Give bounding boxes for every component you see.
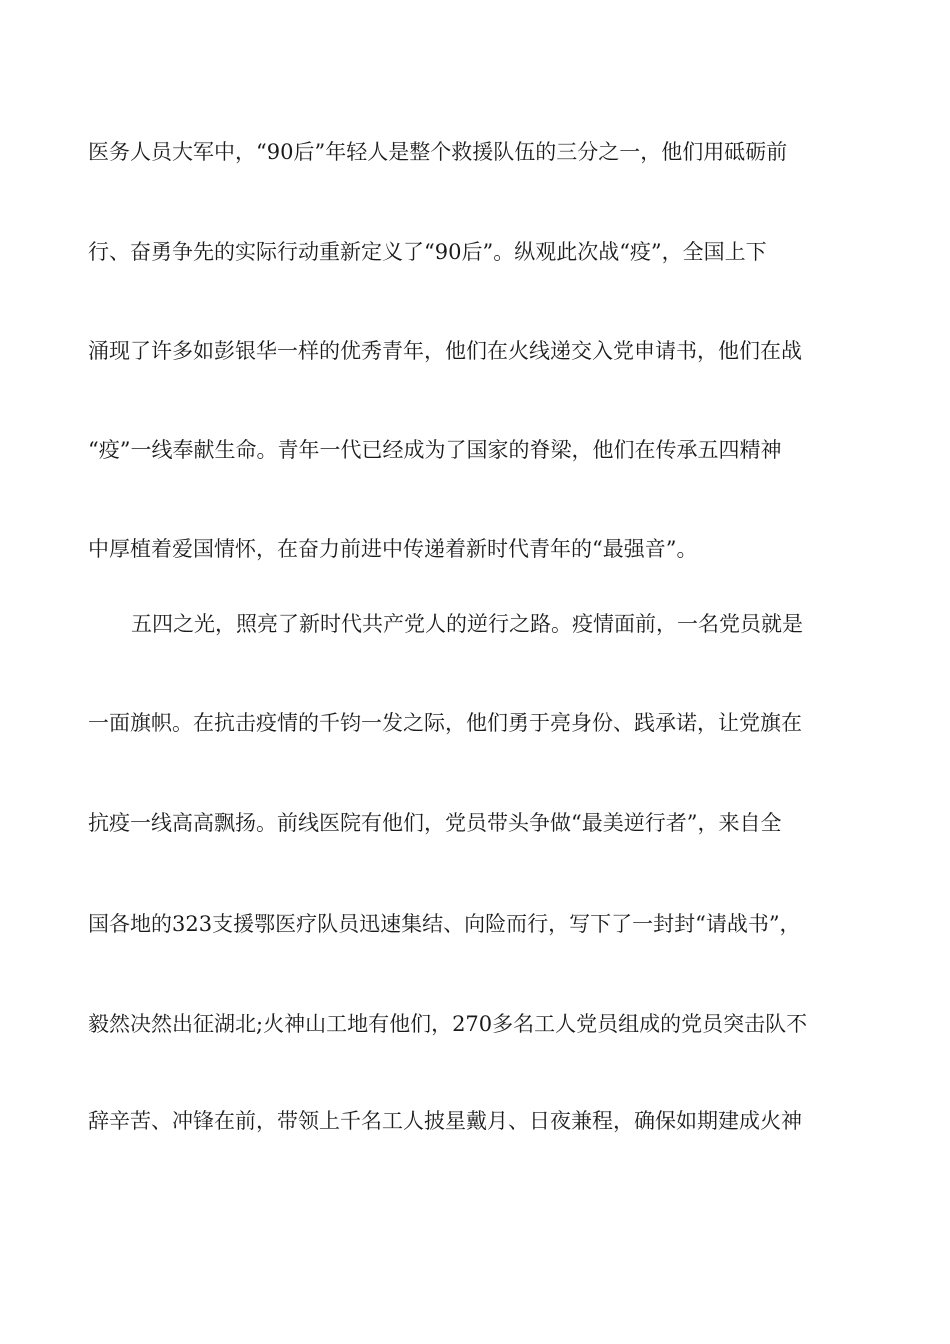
- paragraph-1-line-3: 涌现了许多如彭银华一样的优秀青年，他们在火线递交入党申请书，他们在战: [88, 339, 802, 363]
- paragraph-1-line-5: 中厚植着爱国情怀，在奋力前进中传递着新时代青年的“最强音”。: [88, 537, 698, 561]
- paragraph-2-line-6: 辞辛苦、冲锋在前，带领上千名工人披星戴月、日夜兼程，确保如期建成火神: [88, 1109, 802, 1133]
- paragraph-1-line-2: 行、奋勇争先的实际行动重新定义了“90后”。纵观此次战“疫”，全国上下: [88, 240, 767, 264]
- paragraph-2-line-1: 五四之光，照亮了新时代共产党人的逆行之路。疫情面前，一名党员就是: [131, 612, 803, 636]
- paragraph-2-line-4: 国各地的323支援鄂医疗队员迅速集结、向险而行，写下了一封封“请战书”，: [88, 912, 801, 936]
- paragraph-1-line-1: 医务人员大军中，“90后”年轻人是整个救援队伍的三分之一，他们用砥砺前: [88, 140, 788, 164]
- paragraph-2-line-3: 抗疫一线高高飘扬。前线医院有他们，党员带头争做“最美逆行者”，来自全: [88, 811, 782, 835]
- paragraph-2-line-5: 毅然决然出征湖北;火神山工地有他们，270多名工人党员组成的党员突击队不: [88, 1012, 808, 1036]
- paragraph-1-line-4: “疫”一线奉献生命。青年一代已经成为了国家的脊梁，他们在传承五四精神: [88, 438, 782, 462]
- paragraph-2-line-2: 一面旗帜。在抗击疫情的千钧一发之际，他们勇于亮身份、践承诺，让党旗在: [88, 711, 802, 735]
